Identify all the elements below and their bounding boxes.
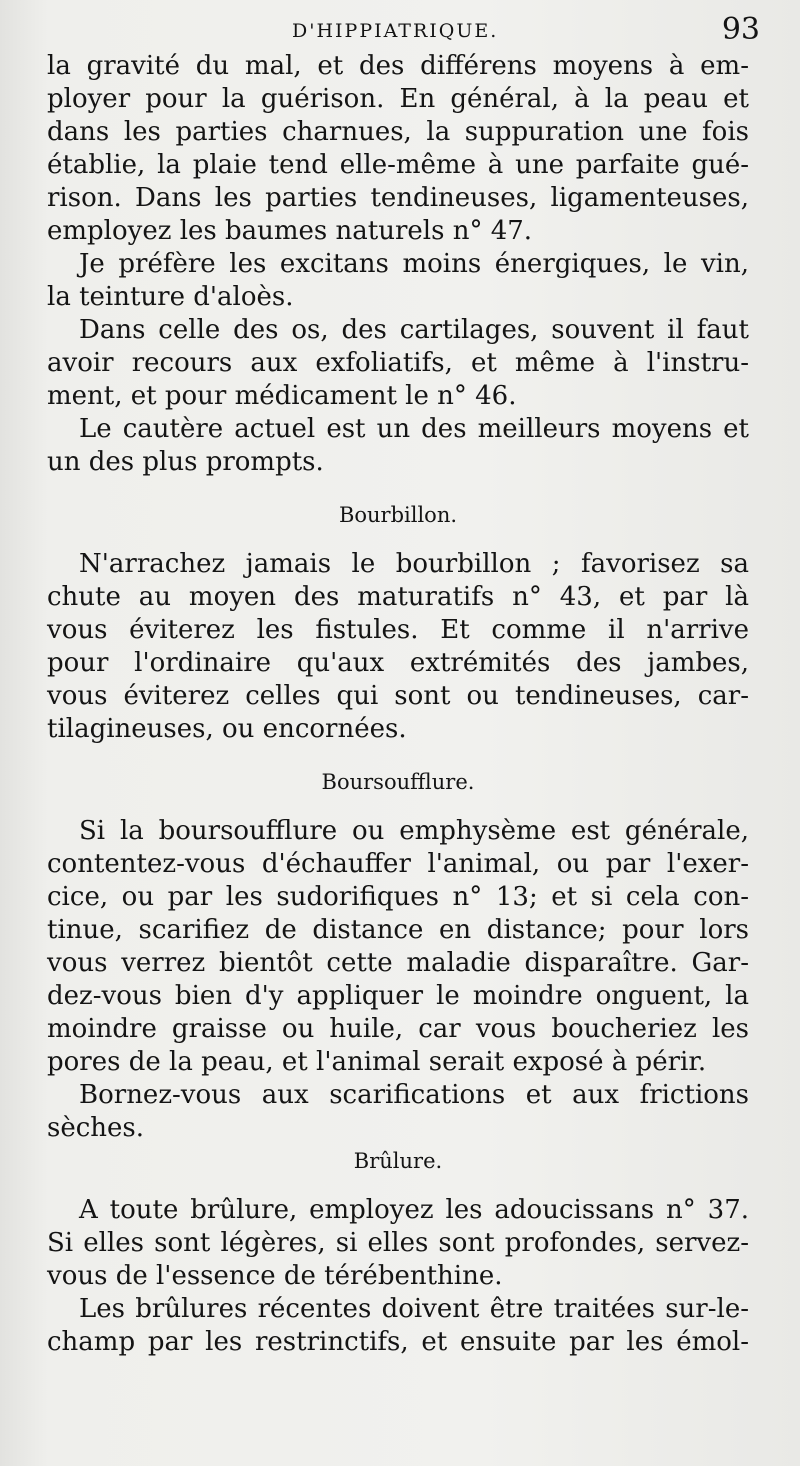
text-line: vous éviterez celles qui sont ou tendineuses, car- [47, 681, 749, 711]
text-line: cice, ou par les sudorifiques n° 13; et si cela con- [47, 882, 749, 912]
text-line: A toute brûlure, employez les adoucissans n° 37. [79, 1195, 749, 1225]
text-line: champ par les restrinctifs, et ensuite par les émol- [47, 1327, 749, 1357]
text-line: dez-vous bien d'y appliquer le moindre onguent, la [47, 981, 749, 1011]
text-line: avoir recours aux exfoliatifs, et même à l'instru- [47, 348, 749, 378]
running-head: D'HIPPIATRIQUE. [292, 20, 499, 42]
text-line: tilagineuses, ou encornées. [47, 714, 407, 744]
text-line: la teinture d'aloès. [47, 282, 294, 312]
text-line: Je préfère les excitans moins énergiques, le vin, [79, 249, 749, 279]
text-line: Les brûlures récentes doivent être traitées sur-le- [79, 1294, 749, 1324]
text-line: ployer pour la guérison. En général, à la peau et [47, 84, 749, 114]
page-number: 93 [721, 12, 760, 47]
section-heading: Brûlure. [353, 1149, 443, 1173]
text-line: pour l'ordinaire qu'aux extrémités des jambes, [47, 648, 749, 678]
body-text [47, 50, 749, 1359]
section-heading: Bourbillon. [338, 503, 458, 527]
text-line: ment, et pour médicament le n° 46. [47, 381, 517, 411]
text-line: dans les parties charnues, la suppuration une fois [47, 117, 749, 147]
text-line: un des plus prompts. [47, 447, 324, 477]
text-line: contentez-vous d'échauffer l'animal, ou par l'exer- [47, 849, 749, 879]
section-heading: Boursoufflure. [321, 770, 475, 794]
text-line: pores de la peau, et l'animal serait exposé à périr. [47, 1047, 707, 1077]
text-line: Bornez-vous aux scarifications et aux frictions [79, 1080, 749, 1110]
text-line: sèches. [47, 1113, 145, 1143]
text-line: rison. Dans les parties tendineuses, ligamenteuses, [47, 183, 749, 213]
text-line: N'arrachez jamais le bourbillon ; favorisez sa [79, 549, 749, 579]
text-line: moindre graisse ou huile, car vous boucheriez les [47, 1014, 749, 1044]
text-line: Le cautère actuel est un des meilleurs moyens et [79, 414, 749, 444]
text-line: vous verrez bientôt cette maladie disparaître. Gar- [47, 948, 749, 978]
text-line: établie, la plaie tend elle-même à une parfaite gué- [47, 150, 749, 180]
text-line: vous de l'essence de térébenthine. [47, 1261, 503, 1291]
text-line: Si la boursoufflure ou emphysème est générale, [79, 816, 749, 846]
text-line: tinue, scarifiez de distance en distance; pour lors [47, 915, 749, 945]
text-line: la gravité du mal, et des différens moyens à em- [47, 51, 749, 81]
text-line: Dans celle des os, des cartilages, souvent il faut [79, 315, 749, 345]
page-header [0, 14, 800, 54]
text-line: Si elles sont légères, si elles sont profondes, servez- [47, 1228, 749, 1258]
text-line: vous éviterez les fistules. Et comme il n'arrive [47, 615, 749, 645]
text-line: chute au moyen des maturatifs n° 43, et par là [47, 582, 749, 612]
text-line: employez les baumes naturels n° 47. [47, 216, 533, 246]
